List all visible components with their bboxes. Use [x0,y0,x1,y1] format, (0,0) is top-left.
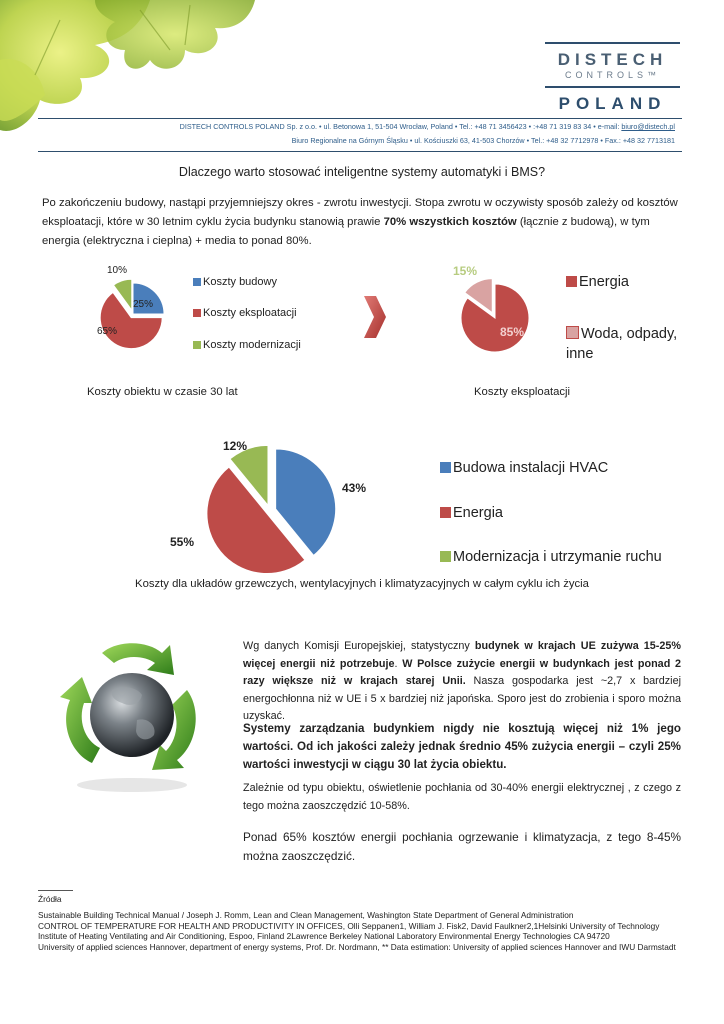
p1-text: . [394,657,403,670]
p1-bold: budynek w krajach UE zużywa 15-25% więcej energii niż potrzebuje [243,640,682,670]
body-paragraph-4: Ponad 65% kosztów energii pochłania ogrzewanie i klimatyzacja, z tego 8-45% można zaoszczędzić. [243,830,681,863]
intro-text-1: Po zakończeniu budowy, nastąpi przyjemniejszy okres - zwrotu inwestycji. Stopa zwrotu w oczywisty sposób zależy od kosztów eksploatacji, które w 30 letnim cyklu życia budynku stanowią prawie [42,197,678,228]
chart1-legend-item [193,307,297,319]
source-line: CONTROL OF TEMPERATURE FOR HEALTH AND PRODUCTIVITY IN OFFICES, Olli Seppanen1, William J. Fisk2, David Faulkner2,1Helsinki University of Technology Institute of Heating Ventilating and Air Conditioning, Espoo, Finland 2Lawrence Berkeley National Laboratory Environmental Energy Technologies CA 94720 [38,920,660,942]
chart2-caption: Koszty eksploatacji [474,386,571,398]
chart3-pie [165,436,375,576]
legend-swatch [440,551,451,562]
header-divider-bottom [38,151,682,152]
chart1-legend-item [193,339,301,351]
legend-label: Modernizacja i utrzymanie ruchu [453,549,662,565]
pie-data-label: 12% [223,439,248,453]
email-link[interactable]: biuro@distech.pl [621,122,675,131]
intro-paragraph [42,194,682,251]
p1-text: Wg danych Komisji Europejskiej, statystyczny [243,640,475,652]
sources-heading: Źródła [38,894,62,904]
pie-data-label: 15% [453,264,478,278]
pie-data-label: 43% [342,481,367,495]
logo-mid-bar [545,86,680,88]
pie-data-label: 55% [170,535,195,549]
recycle-globe-image [52,635,212,800]
chart3-legend-item [440,460,608,476]
intro-bold: 70% wszystkich kosztów [383,216,517,228]
legend-swatch [440,507,451,518]
chevron-right-icon [362,294,388,340]
legend-swatch [193,278,201,286]
legend-swatch [193,309,201,317]
legend-label: Energia [579,274,629,290]
sources-divider [38,890,73,891]
page-title: Dlaczego warto stosować inteligentne systemy automatyki i BMS? [178,165,546,179]
chart3-caption: Koszty dla układów grzewczych, wentylacyjnych i klimatyzacyjnych w całym cyklu ich życia [135,578,589,590]
chart1-pie [95,262,185,372]
logo-text-controls: CONTROLS™ [564,70,660,80]
legend-label: Koszty eksploatacji [203,307,297,319]
intro-text-2: (łącznie z budową), w tym energia (elektryczna i cieplna) + media to ponad 80%. [42,216,650,247]
chart2-legend-item [566,274,629,290]
pie-data-label: 85% [500,325,525,339]
legend-swatch [566,276,577,287]
legend-swatch [566,326,579,339]
chart1-caption: Koszty obiektu w czasie 30 lat [87,386,238,398]
legend-label: Budowa instalacji HVAC [453,460,609,476]
company-logo [545,42,680,117]
source-line: Sustainable Building Technical Manual / Joseph J. Romm, Lean and Clean Management, Washington State Department of General Administration [38,910,574,921]
body-paragraph-1 [243,638,681,726]
body-paragraph-2: Systemy zarządzania budynkiem nigdy nie kosztują więcej niż 1% jego wartości. Od ich jakości zależy jednak średnio 45% zużycia energii – czyli 25% wartości inwestycji w ciągu 30 lat życia obiektu. [243,722,681,771]
pie-data-label: 25% [133,299,154,310]
legend-label: Koszty modernizacji [203,339,301,351]
chart3-legend-item [440,549,662,565]
address-text: DISTECH CONTROLS POLAND Sp. z o.o. • ul. Betonowa 1, 51-504 Wrocław, Poland • Tel.: +48 71 3456423 • :+48 71 319 83 34 • e-mail: [179,122,622,131]
chart1-legend-item [193,276,277,288]
logo-text-distech: DISTECH [557,50,668,69]
chart2-legend-item [566,324,696,364]
pie-data-label: 65% [97,326,118,337]
p1-text: Nasza gospodarka jest ~2,7 x bardziej energochłonna niż w UE i 5 x bardziej niż japońska. Sporo jest do zrobienia i sporo można uzyskać. [243,675,681,722]
header-divider-top [38,118,682,119]
legend-label: Energia [453,505,503,521]
logo-top-bar [545,42,680,44]
body-paragraph-3: Zależnie od typu obiektu, oświetlenie pochłania od 30-40% energii elektrycznej , z czego z tego można zaoszczędzić 10-58%. [243,782,681,812]
sources-section [38,890,688,952]
chart2-pie [445,262,555,372]
source-line: University of applied sciences Hannover, department of energy systems, Prof. Dr. Nordmann, ** Data estimation: University of applied sciences Hannover and IWU Darmstadt [38,941,676,952]
leaves-decoration [0,0,260,140]
logo-text-poland: POLAND [558,94,667,113]
legend-swatch [193,341,201,349]
p1-bold: W Polsce zużycie energii w budynkach jest ponad 2 razy większe niż w krajach starej Unii. [243,657,681,687]
address-line-2: Biuro Regionalne na Górnym Śląsku • ul. Kościuszki 63, 41-503 Chorzów • Tel.: +48 32 7712978 • Fax.: +48 32 7713181 [291,136,675,145]
legend-swatch [440,462,451,473]
legend-label: Koszty budowy [203,276,277,288]
chart3-legend-item [440,505,503,521]
pie-data-label: 10% [107,265,128,276]
address-line-1 [38,122,675,131]
legend-label: Woda, odpady, inne [566,326,678,362]
